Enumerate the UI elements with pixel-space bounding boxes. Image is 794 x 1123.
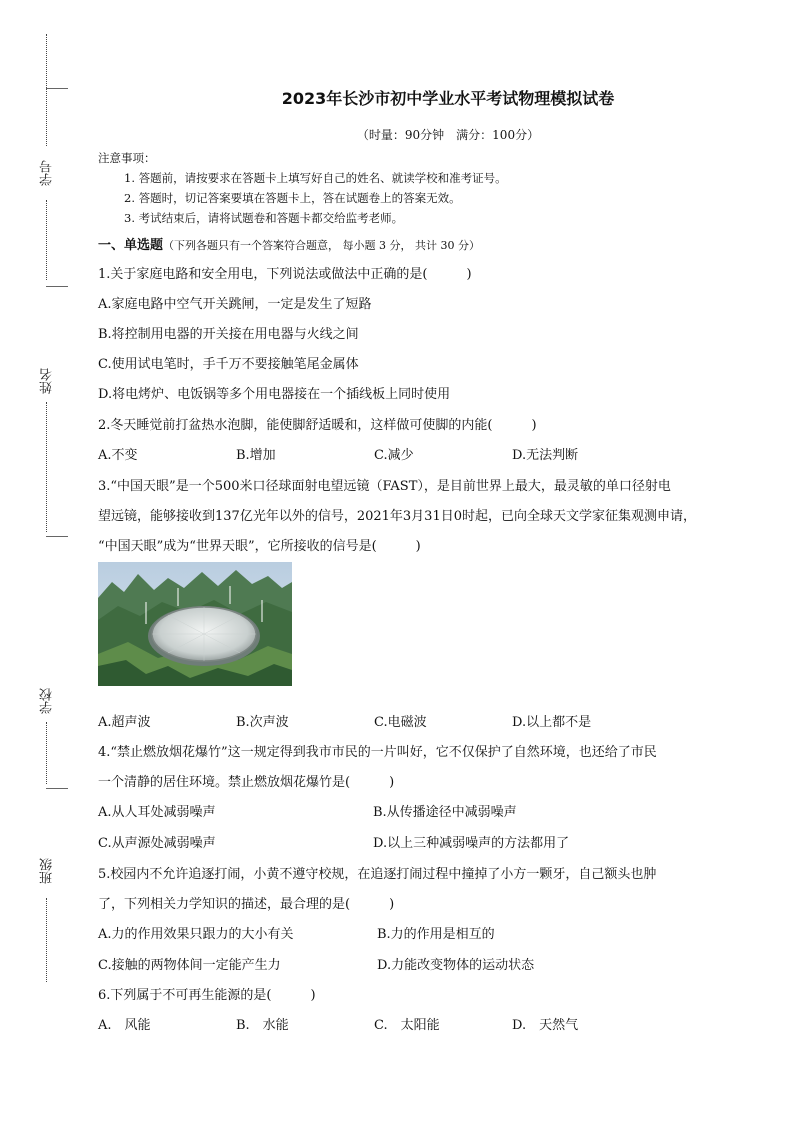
option-c: C.使用试电笔时，手千万不要接触笔尾金属体 (98, 357, 359, 372)
section-title: 一、单选题 (98, 238, 164, 253)
question-stem: 了，下列相关力学知识的描述，最合理的是( ) (98, 897, 395, 912)
question-stem: 2.冬天睡觉前打盆热水泡脚，能使脚舒适暖和，这样做可使脚的内能( ) (98, 418, 537, 433)
section-note: （下列各题只有一个答案符合题意， 每小题 3 分， 共计 30 分） (163, 239, 480, 252)
section-heading (98, 234, 480, 253)
binding-label-school: 学校 (40, 688, 55, 714)
question-stem: 4.“禁止燃放烟花爆竹”这一规定得到我市市民的一片叫好，它不仅保护了自然环境，也还给了市民 (98, 745, 657, 760)
option-c: C. 太阳能 (374, 1018, 440, 1033)
option-d: D.将电烤炉、电饭锅等多个用电器接在一个插线板上同时使用 (98, 387, 451, 402)
option-b: B.增加 (236, 448, 276, 463)
option-d: D.以上都不是 (512, 715, 592, 730)
binding-underline (46, 788, 68, 789)
option-b: B. 水能 (236, 1018, 289, 1033)
binding-dotted-line (46, 898, 47, 982)
option-a: A.力的作用效果只跟力的大小有关 (98, 927, 294, 942)
option-c: C.减少 (374, 448, 414, 463)
option-a: A.超声波 (98, 715, 151, 730)
option-d: D.无法判断 (512, 448, 579, 463)
option-a: A.从人耳处减弱噪声 (98, 805, 216, 820)
option-b: B.将控制用电器的开关接在用电器与火线之间 (98, 327, 359, 342)
option-a: A.不变 (98, 448, 138, 463)
exam-title: 2023年长沙市初中学业水平考试物理模拟试卷 (281, 89, 615, 108)
binding-underline (46, 286, 68, 287)
binding-underline (46, 88, 68, 89)
binding-dotted-line (46, 200, 47, 280)
question-stem: 一个清静的居住环境。禁止燃放烟花爆竹是( ) (98, 775, 395, 790)
question-stem: “中国天眼”成为“世界天眼”，它所接收的信号是( ) (98, 539, 421, 554)
option-b: B.力的作用是相互的 (377, 927, 495, 942)
option-b: B.从传播途径中减弱噪声 (373, 805, 517, 820)
option-a: A.家庭电路中空气开关跳闸，一定是发生了短路 (98, 297, 372, 312)
question-stem: 望远镜，能够接收到137亿光年以外的信号，2021年3月31日0时起，已向全球天文学家征集观测申请， (98, 509, 696, 524)
option-d: D.力能改变物体的运动状态 (377, 958, 535, 973)
binding-label-name: 姓名 (40, 368, 55, 394)
notes-heading: 注意事项： (98, 151, 156, 165)
option-d: D. 天然气 (512, 1018, 579, 1033)
notes-item: 1. 答题前，请按要求在答题卡上填写好自己的姓名、就读学校和准考证号。 (124, 171, 507, 185)
binding-label-class: 班级 (40, 858, 55, 884)
fast-telescope-photo (98, 562, 292, 686)
option-c: C.电磁波 (374, 715, 427, 730)
notes-item: 3. 考试结束后，请将试题卷和答题卡都交给监考老师。 (124, 211, 404, 225)
option-b: B.次声波 (236, 715, 289, 730)
question-stem: 6.下列属于不可再生能源的是( ) (98, 988, 316, 1003)
question-stem: 3.“中国天眼”是一个500米口径球面射电望远镜（FAST），是目前世界上最大，最灵敏的单口径射电 (98, 479, 671, 494)
binding-label-student-id: 学号 (40, 160, 55, 186)
option-d: D.以上三种减弱噪声的方法都用了 (373, 836, 570, 851)
binding-dotted-line (46, 722, 47, 784)
exam-subtitle: （时量：90分钟 满分：100分） (356, 128, 540, 142)
option-a: A. 风能 (98, 1018, 151, 1033)
binding-underline (46, 536, 68, 537)
option-c: C.接触的两物体间一定能产生力 (98, 958, 281, 973)
option-c: C.从声源处减弱噪声 (98, 836, 216, 851)
binding-margin (0, 0, 70, 1123)
question-stem: 1.关于家庭电路和安全用电，下列说法或做法中正确的是( ) (98, 267, 472, 282)
binding-dotted-line (46, 34, 47, 146)
binding-dotted-line (46, 402, 47, 532)
notes-item: 2. 答题时，切记答案要填在答题卡上，答在试题卷上的答案无效。 (124, 191, 461, 205)
question-stem: 5.校园内不允许追逐打闹，小黄不遵守校规，在追逐打闹过程中撞掉了小方一颗牙，自己额头也肿 (98, 867, 657, 882)
